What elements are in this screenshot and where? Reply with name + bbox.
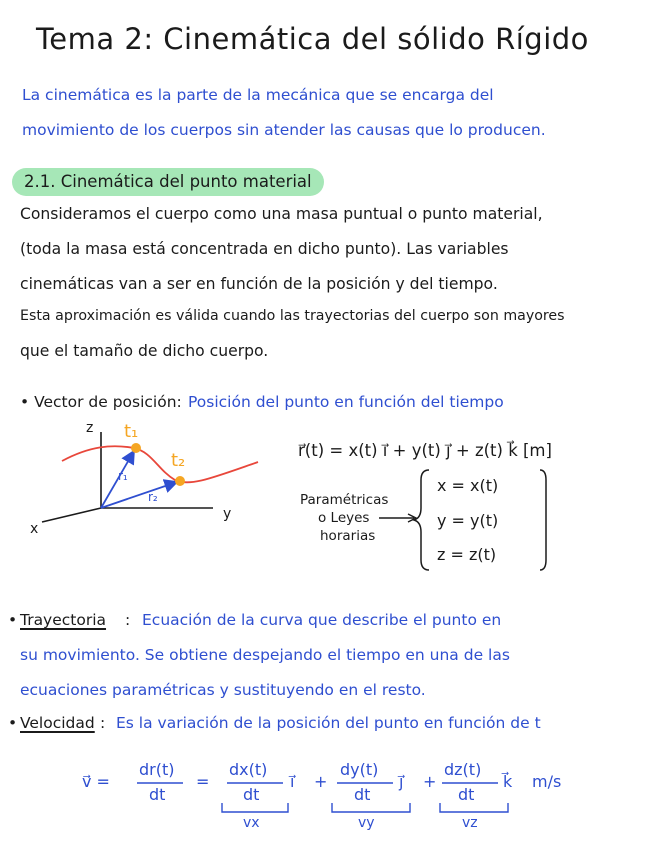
paragraph-line-5: que el tamaño de dicho cuerpo.: [20, 342, 269, 360]
x-axis: [42, 508, 101, 522]
vy-label: vy: [358, 815, 375, 831]
parametric-label-3: horarias: [320, 528, 376, 544]
r1-label: r₁: [118, 469, 128, 483]
position-bullet-description: Posición del punto en función del tiempo: [188, 393, 504, 411]
bracket-vy: [332, 803, 410, 812]
trajectory-bullet: •: [8, 611, 18, 629]
trajectory-line-3: ecuaciones paramétricas y sustituyendo en el resto.: [20, 681, 426, 699]
velocity-dx-num: dx(t): [229, 760, 268, 779]
velocity-k: k⃗: [503, 772, 513, 791]
velocity-label: Velocidad: [20, 714, 95, 732]
vx-label: vx: [243, 815, 260, 831]
r2-label: r₂: [148, 490, 158, 504]
parametric-brace-left: [414, 470, 429, 570]
velocity-plus-1: +: [314, 772, 328, 791]
velocity-dr-den: dt: [149, 785, 166, 804]
trajectory-colon: :: [125, 611, 131, 629]
axis-y-label: y: [223, 506, 232, 522]
bracket-vx: [222, 803, 288, 812]
paragraph-line-4: Esta aproximación es válida cuando las trayectorias del cuerpo son mayores: [20, 308, 565, 324]
paragraph-line-3: cinemáticas van a ser en función de la posición y del tiempo.: [20, 275, 498, 293]
trajectory-curve: [62, 446, 258, 482]
velocity-equals: =: [196, 772, 210, 791]
paragraph-line-1: Consideramos el cuerpo como una masa puntual o punto material,: [20, 205, 543, 223]
trajectory-line-1: Ecuación de la curva que describe el punto en: [142, 611, 502, 629]
parametric-eq-y: y = y(t): [437, 511, 499, 530]
velocity-bullet: •: [8, 714, 18, 732]
parametric-brace-right: [540, 470, 546, 570]
bracket-vz: [440, 803, 508, 812]
velocity-v: v⃗ =: [82, 772, 110, 791]
position-equation: r⃗(t) = x(t) i⃗ + y(t) j⃗ + z(t) k⃗ [m]: [298, 441, 552, 460]
position-bullet-label: • Vector de posición:: [20, 393, 182, 411]
parametric-eq-z: z = z(t): [437, 545, 497, 564]
intro-line-2: movimiento de los cuerpos sin atender las causas que lo producen.: [22, 121, 546, 139]
velocity-dz-num: dz(t): [444, 760, 482, 779]
axis-x-label: x: [30, 521, 39, 537]
parametric-eq-x: x = x(t): [437, 476, 499, 495]
t1-point: [131, 443, 141, 453]
velocity-colon: :: [100, 714, 106, 732]
velocity-j: j⃗: [399, 772, 404, 791]
t2-point: [175, 476, 185, 486]
section-heading: 2.1. Cinemática del punto material: [12, 168, 324, 196]
velocity-plus-2: +: [423, 772, 437, 791]
velocity-dz-den: dt: [458, 785, 475, 804]
velocity-dy-num: dy(t): [340, 760, 379, 779]
trajectory-label: Trayectoria: [20, 611, 107, 629]
axis-z-label: z: [86, 420, 94, 436]
parametric-label-1: Paramétricas: [300, 492, 389, 508]
intro-line-1: La cinemática es la parte de la mecánica que se encarga del: [22, 86, 494, 104]
r2-vector: [101, 482, 177, 508]
velocity-unit: m/s: [532, 772, 562, 791]
velocity-description: Es la variación de la posición del punto en función de t: [116, 714, 541, 732]
velocity-dr-num: dr(t): [139, 760, 175, 779]
paragraph-line-2: (toda la masa está concentrada en dicho punto). Las variables: [20, 240, 509, 258]
vz-label: vz: [462, 815, 478, 831]
velocity-dy-den: dt: [354, 785, 371, 804]
velocity-dx-den: dt: [243, 785, 260, 804]
t1-label: t₁: [124, 421, 139, 442]
t2-label: t₂: [171, 450, 186, 471]
velocity-i: i⃗: [290, 772, 295, 791]
parametric-label-2: o Leyes: [318, 510, 370, 526]
page-title: Tema 2: Cinemática del sólido Rígido: [36, 22, 589, 56]
trajectory-line-2: su movimiento. Se obtiene despejando el tiempo en una de las: [20, 646, 510, 664]
